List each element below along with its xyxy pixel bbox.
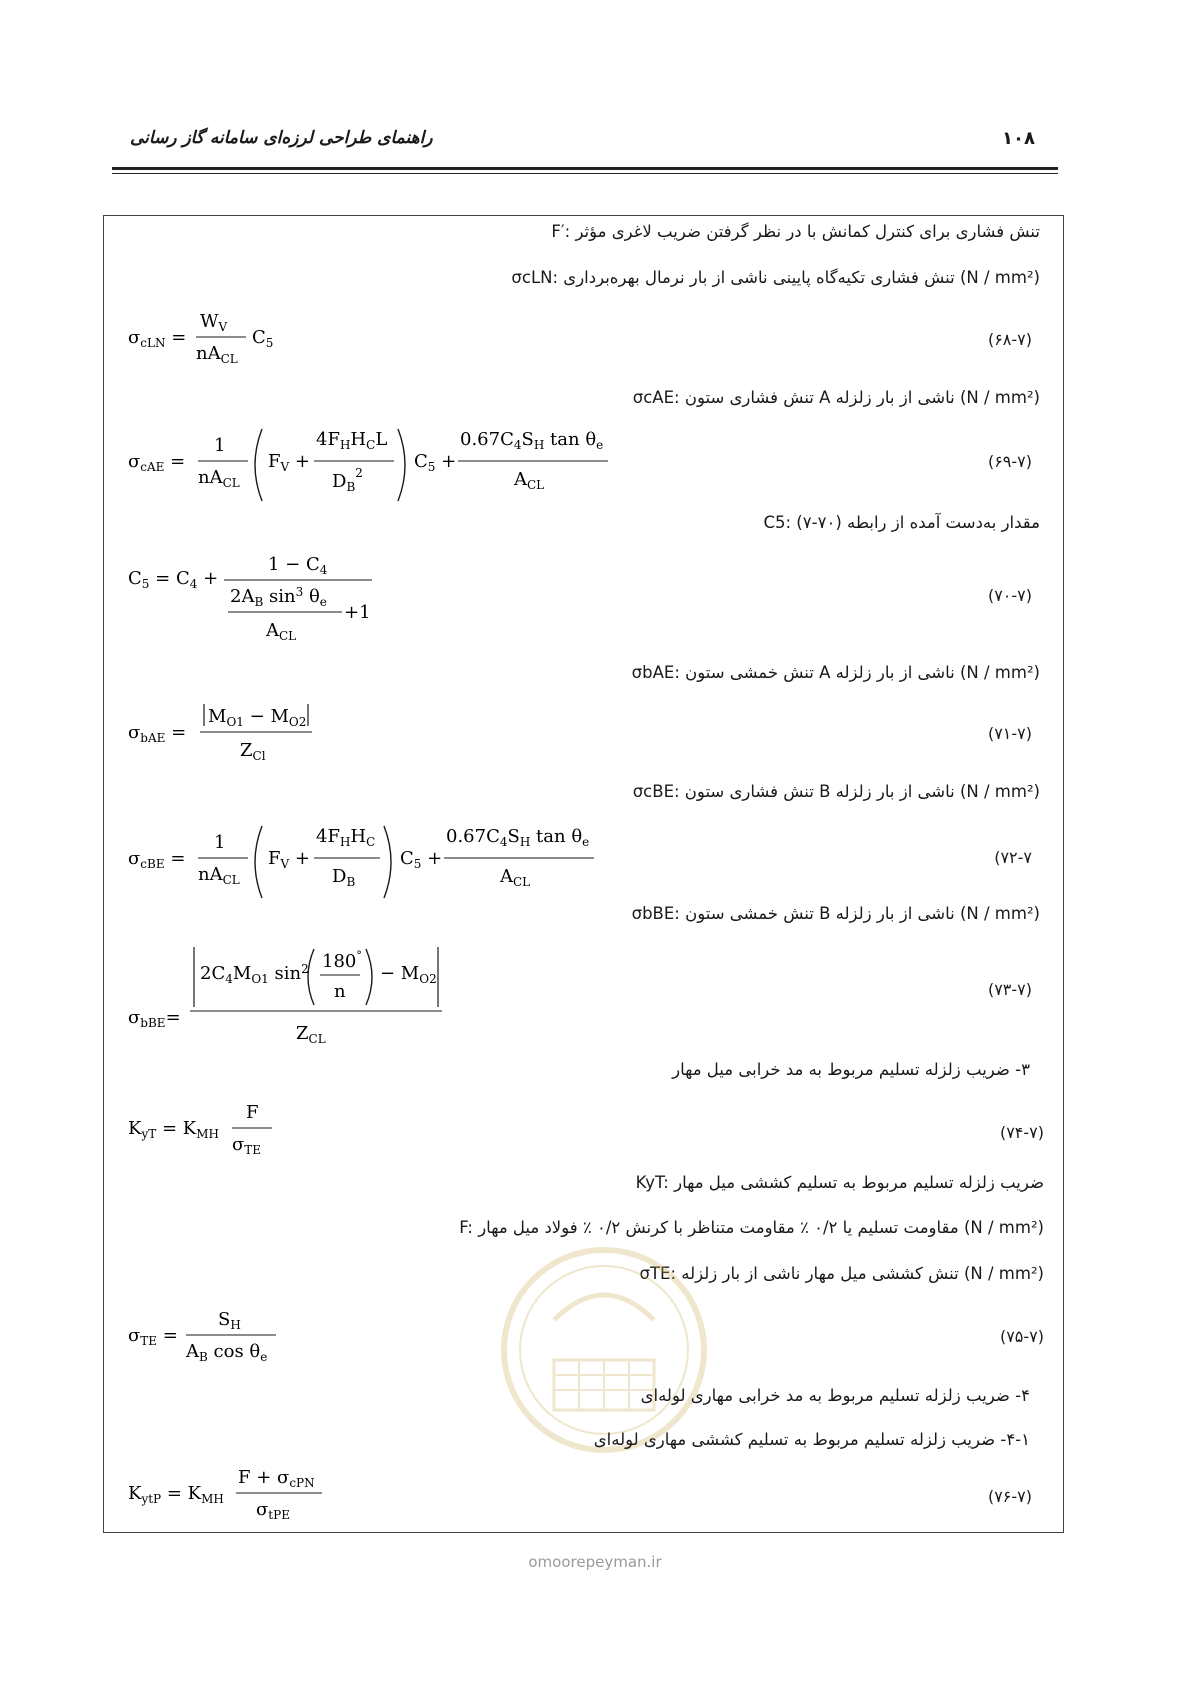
svg-text:DB: $D_B$ <box>332 866 356 889</box>
svg-text:+1: +1 <box>344 602 371 623</box>
definition-sigma-cbe: σcBE: تنش فشاری ستون B ناشی از بار زلزله (N / mm²) <box>632 782 1040 801</box>
equation-number-73: (۷۳-۷) <box>987 980 1032 999</box>
svg-text:nACL: $nA_{CL}$ <box>196 343 238 366</box>
svg-text:FV +: $F_V$ + <box>268 451 310 474</box>
definition-sigma-cae: σcAE: تنش فشاری ستون A ناشی از بار زلزله (N / mm²) <box>632 388 1040 407</box>
definition-sigma-bae: σbAE: تنش خمشی ستون A ناشی از بار زلزله (N / mm²) <box>631 663 1040 682</box>
svg-text:σcBE =: $\sigma_{cBE}$ = <box>128 848 186 871</box>
svg-text:σcAE =: $\sigma_{cAE}$ = <box>128 451 186 474</box>
definition-f-prime: F′: تنش فشاری برای کنترل کمانش با در نظر گرفتن ضریب لاغری مؤثر <box>551 222 1040 241</box>
formula-70-svg <box>128 550 428 650</box>
heading-section-4-1: ۴-۱- ضریب زلزله تسلیم مربوط به تسلیم کششی مهاری لوله‌ای <box>593 1430 1030 1449</box>
svg-text:− MO2: − $M_{O2}$ <box>380 963 437 986</box>
svg-text:1: 1 <box>214 435 226 456</box>
svg-text:nACL: $nA_{CL}$ <box>198 864 240 887</box>
svg-text:σTE =: $\sigma_{TE}$ = <box>128 1325 178 1348</box>
svg-text:C5: $C_5$ <box>252 327 274 350</box>
header-rule-thin <box>112 173 1058 174</box>
equation-number-70: (۷۰-۷) <box>987 586 1032 605</box>
svg-text:n: n <box>334 981 346 1002</box>
formula-72 <box>128 822 628 907</box>
formula-69 <box>128 425 628 510</box>
formula-70 <box>128 550 428 655</box>
svg-text:ACL: $A_{CL}$ <box>500 866 531 889</box>
svg-text:WV: $W_V$ <box>200 311 228 334</box>
formula-75-svg <box>128 1305 328 1369</box>
definition-c5: C5: مقدار به‌دست آمده از رابطه (۷۰-۷) <box>763 513 1040 532</box>
svg-text:180°: 180° <box>322 949 362 972</box>
formula-71-svg <box>128 700 348 764</box>
svg-text:DB2: $D_B^2$ <box>332 466 363 494</box>
formula-73-svg <box>128 945 488 1055</box>
publisher-seal-watermark <box>494 1240 714 1460</box>
svg-text:ACL: $A_{CL}$ <box>266 620 297 643</box>
equation-number-68: (۶۸-۷) <box>987 330 1032 349</box>
svg-text:2C4MO1 sin2: $2C_4M_{O1}$ $\sin^2$ <box>200 962 309 986</box>
svg-text:ZCL: $Z_{CL}$ <box>296 1023 326 1046</box>
svg-text:SH: $S_H$ <box>218 1309 241 1332</box>
svg-text:AB cos θe: $A_B$ $\cos \theta_e$ <box>186 1341 268 1364</box>
svg-text:C5 +: $C_5$ + <box>414 451 457 474</box>
equation-number-69: (۶۹-۷) <box>987 452 1032 471</box>
formula-73 <box>128 945 488 1060</box>
svg-text:MO1 − MO2: $M_{O1} - M_{O2}$ <box>208 706 307 729</box>
formula-76 <box>128 1465 348 1534</box>
svg-text:F: F <box>246 1102 259 1123</box>
svg-text:FV +: $F_V$ + <box>268 848 310 871</box>
formula-74-svg <box>128 1100 328 1164</box>
svg-text:0.67C4SH tan θe: $0.67C_4S_H$ $\tan \theta_e$ <box>446 826 590 849</box>
formula-68-svg <box>128 305 328 365</box>
formula-75 <box>128 1305 328 1374</box>
formula-69-svg <box>128 425 628 505</box>
svg-text:KytP = KMH: $K_{ytP} = K_{MH}$ <box>128 1483 224 1506</box>
page-header-title: راهنمای طراحی لرزه‌ای سامانه گاز رسانی <box>130 128 433 148</box>
svg-text:ZCl: $Z_{Cl}$ <box>240 740 266 763</box>
formula-72-svg <box>128 822 628 902</box>
page-number: ۱۰۸ <box>1002 128 1035 149</box>
svg-text:σcLN =: $\sigma_{cLN}$ = <box>128 327 187 350</box>
svg-text:C5 +: $C_5$ + <box>400 848 443 871</box>
svg-text:σbBE=: $\sigma_{bBE}=$ <box>128 1007 181 1030</box>
definition-sigma-cln: σcLN: تنش فشاری تکیه‌گاه پایینی ناشی از بار نرمال بهره‌برداری (N / mm²) <box>511 268 1040 287</box>
svg-text:4FHHCL: $4F_HH_CL$ <box>316 429 388 452</box>
svg-text:2AB sin3 θe: $2A_B$ $\sin^3 \theta_e$ <box>230 585 327 609</box>
header-rule-thick <box>112 167 1058 170</box>
svg-text:σTE: $\sigma_{TE}$ <box>232 1134 262 1157</box>
formula-71 <box>128 700 348 769</box>
svg-text:nACL: $nA_{CL}$ <box>198 467 240 490</box>
formula-76-svg <box>128 1465 348 1529</box>
heading-section-3: ۳- ضریب زلزله تسلیم مربوط به مد خرابی میل مهار <box>672 1060 1030 1079</box>
svg-text:4FHHC: $4F_HH_C$ <box>316 826 376 849</box>
svg-text:KyT = KMH: $K_{yT} = K_{MH}$ <box>128 1118 219 1141</box>
svg-text:σtPE: $\sigma_{tPE}$ <box>256 1499 290 1522</box>
footer-site: omoorepeyman.ir <box>528 1553 662 1571</box>
definition-sigma-bbe: σbBE: تنش خمشی ستون B ناشی از بار زلزله (N / mm²) <box>631 904 1040 923</box>
svg-text:ACL: $A_{CL}$ <box>514 469 545 492</box>
svg-text:1: 1 <box>214 832 226 853</box>
definition-f-yield: F: مقاومت تسلیم یا ۰/۲ ٪ مقاومت متناظر با کرنش ۰/۲ ٪ فولاد میل مهار (N / mm²) <box>459 1218 1044 1237</box>
definition-sigma-te: σTE: تنش کششی میل مهار ناشی از بار زلزله (N / mm²) <box>639 1264 1044 1283</box>
svg-text:F + σcPN: $F + \sigma_{cPN}$ <box>238 1467 315 1490</box>
heading-section-4: ۴- ضریب زلزله تسلیم مربوط به مد خرابی مهاری لوله‌ای <box>640 1386 1030 1405</box>
equation-number-74: (۷۴-۷) <box>999 1123 1044 1142</box>
definition-kyt: KyT: ضریب زلزله تسلیم مربوط به تسلیم کششی میل مهار <box>635 1173 1044 1192</box>
formula-68 <box>128 305 328 370</box>
svg-text:1 − C4: $1 - C_4$ <box>268 554 328 577</box>
equation-number-71: (۷۱-۷) <box>987 724 1032 743</box>
formula-74 <box>128 1100 328 1169</box>
svg-text:C5 = C4 +: $C_5 = C_4$ + <box>128 568 219 591</box>
equation-number-75: (۷۵-۷) <box>999 1327 1044 1346</box>
equation-number-76: (۷۶-۷) <box>987 1487 1032 1506</box>
svg-text:0.67C4SH tan θe: $0.67C_4S_H$ $\tan \theta_e$ <box>460 429 604 452</box>
equation-number-72: ۷۲-۷) <box>994 848 1032 867</box>
svg-text:σbAE =: $\sigma_{bAE}$ = <box>128 722 187 745</box>
